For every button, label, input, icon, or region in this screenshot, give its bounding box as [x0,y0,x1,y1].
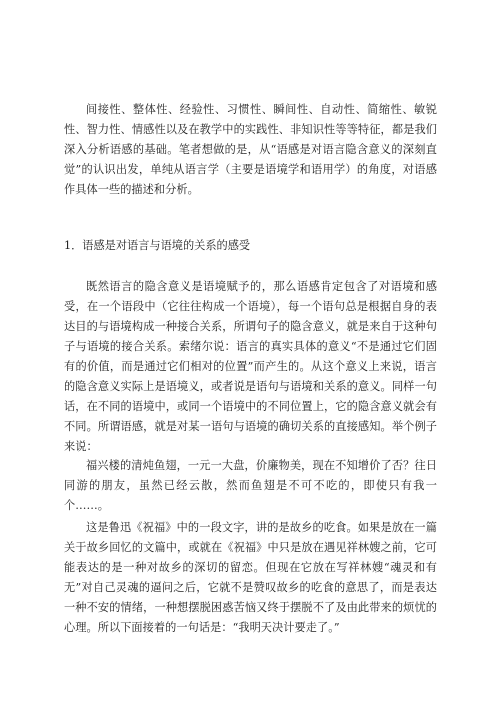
analysis-paragraph: 这是鲁迅《祝福》中的一段文字，讲的是故乡的吃食。如果是放在一篇关于故乡回忆的文篇中，或就在《祝福》中只是放在遇见祥林嫂之前，它可能表达的是一种对故乡的深切的留恋。但现在它放在写祥林嫂“魂灵和有无”对自己灵魂的逼问之后，它就不是赞叹故乡的吃食的意思了，而是表达一种不安的情绪，一种想摆脱困惑苦恼又终于摆脱不了及由此带来的烦忧的心理。所以下面接着的一句话是：“我明天决计要走了。” [64,521,437,634]
quoted-passage: 福兴楼的清炖鱼翅，一元一大盘，价廉物美，现在不知增价了否？往日同游的朋友，虽然已经云散，然而鱼翅是不可不吃的，即使只有我一个……。 [64,459,437,512]
context-paragraph: 既然语言的隐含意义是语境赋予的，那么语感肯定包含了对语境和感受，在一个语段中（它往往构成一个语境），每一个语句总是根据自身的表达目的与语境构成一种接合关系，所谓句子的隐含意义，就是来自于这种句子与语境的接合关系。索绪尔说：语言的真实具体的意义“不是通过它们固有的价值，而是通过它们相对的位置”而产生的。从这个意义上来说，语言的隐含意义实际上是语境义，或者说是语句与语境和关系的意义。同样一句话，在不同的语境中，或同一个语境中的不同位置上，它的隐含意义就会有不同。所谓语感，就是对某一语句与语境的确切关系的直接感知。举个例子来说： [64,280,437,453]
section-heading: 1．语感是对语言与语境的关系的感受 [64,239,251,252]
intro-paragraph: 间接性、整体性、经验性、习惯性、瞬间性、自动性、简缩性、敏锐性、智力性、情感性以及在教学中的实践性、非知识性等等特征，都是我们深入分析语感的基础。笔者想做的是，从“语感是对语言隐含意义的深刻直觉”的认识出发，单纯从语言学（主要是语境学和语用学）的角度，对语感作具体一些的描述和分析。 [64,103,437,196]
